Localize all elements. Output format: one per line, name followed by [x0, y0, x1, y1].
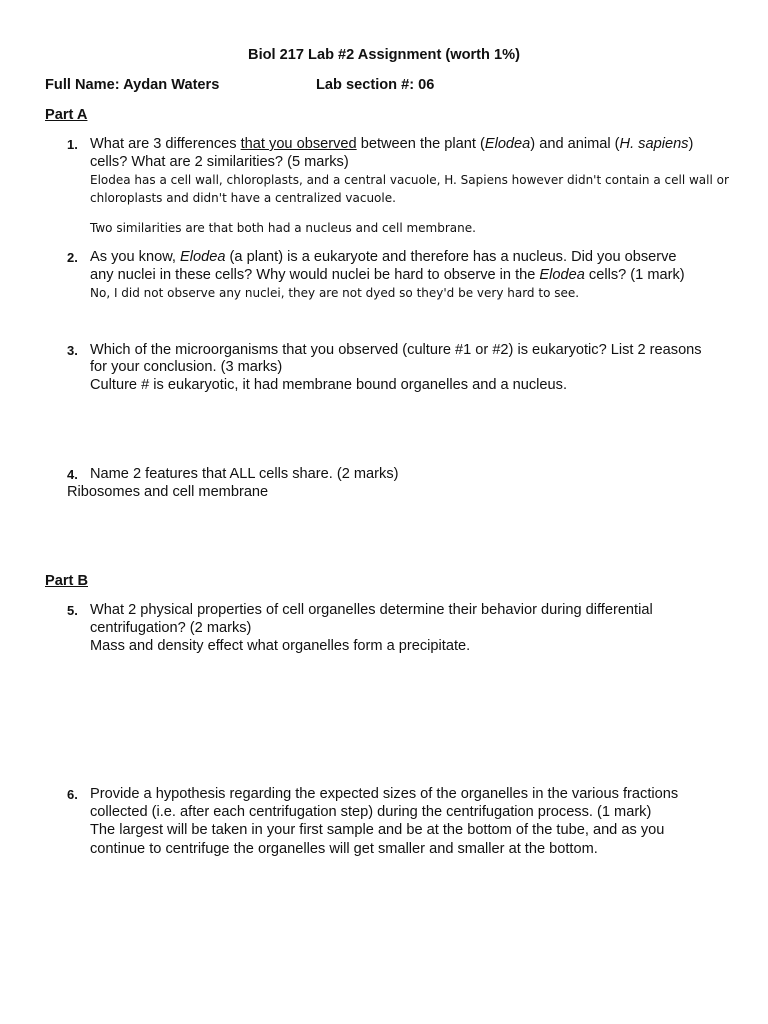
answer-text: chloroplasts and didn't have a centralized vacuole. [90, 191, 396, 205]
question-number: 3. [67, 343, 78, 358]
question-text-line: Name 2 features that ALL cells share. (2 marks) [90, 466, 399, 482]
answer-text: The largest will be taken in your first sample and be at the bottom of the tube, and as you [90, 822, 665, 838]
answer-text: Culture # is eukaryotic, it had membrane bound organelles and a nucleus. [90, 377, 568, 393]
question-text-line: What are 3 differences that you observed between the plant (Elodea) and animal (H. sapiens) [90, 136, 694, 152]
part-a-heading: Part A [45, 107, 88, 123]
question-text-line: Provide a hypothesis regarding the expected sizes of the organelles in the various fractions [90, 786, 679, 802]
question-number: 4. [67, 467, 78, 482]
question-text-line: for your conclusion. (3 marks) [90, 359, 283, 375]
answer-text: continue to centrifuge the organelles will get smaller and smaller at the bottom. [90, 841, 598, 857]
question-number: 2. [67, 250, 78, 265]
question-text-line: As you know, Elodea (a plant) is a eukaryote and therefore has a nucleus. Did you observe [90, 249, 677, 265]
part-b-heading: Part B [45, 573, 88, 589]
full-name-field: Full Name: Aydan Waters [45, 77, 220, 93]
answer-text: No, I did not observe any nuclei, they are not dyed so they'd be very hard to see. [90, 286, 580, 300]
lab-section-field: Lab section #: 06 [316, 77, 435, 93]
answer-text: Ribosomes and cell membrane [67, 484, 269, 500]
answer-text: Mass and density effect what organelles form a precipitate. [90, 638, 471, 654]
question-text-line: What 2 physical properties of cell organelles determine their behavior during differential [90, 602, 653, 618]
page-title: Biol 217 Lab #2 Assignment (worth 1%) [248, 47, 520, 63]
question-text-line: centrifugation? (2 marks) [90, 620, 252, 636]
question-text-line: cells? What are 2 similarities? (5 marks) [90, 154, 349, 170]
question-number: 5. [67, 603, 78, 618]
question-number: 1. [67, 137, 78, 152]
question-text-line: Which of the microorganisms that you observed (culture #1 or #2) is eukaryotic? List 2 reasons [90, 342, 702, 358]
question-text-line: collected (i.e. after each centrifugation step) during the centrifugation process. (1 mark) [90, 804, 652, 820]
question-number: 6. [67, 787, 78, 802]
question-text-line: any nuclei in these cells? Why would nuclei be hard to observe in the Elodea cells? (1 mark) [90, 267, 685, 283]
answer-text: Elodea has a cell wall, chloroplasts, and a central vacuole, H. Sapiens however didn't contain a cell wall or [90, 173, 729, 187]
answer-text: Two similarities are that both had a nucleus and cell membrane. [90, 221, 476, 235]
